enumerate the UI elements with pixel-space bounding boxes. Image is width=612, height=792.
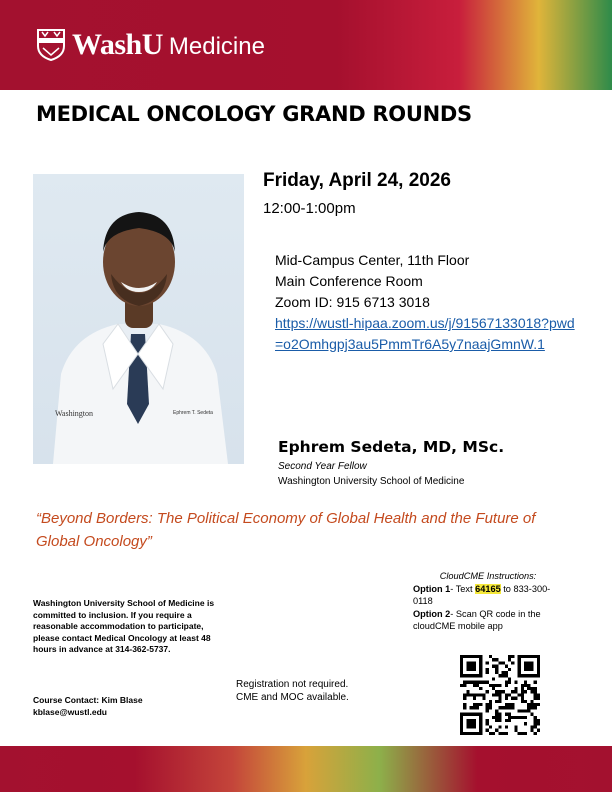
event-location-room: Main Conference Room <box>275 273 423 289</box>
speaker-name: Ephrem Sedeta, MD, MSc. <box>278 438 505 456</box>
cme-option-2-label: Option 2 <box>413 608 451 619</box>
cme-option-1-label: Option 1 <box>413 583 451 594</box>
inclusion-note: Washington University School of Medicine is committed to inclusion. If you require a reasonable accommodation to participate, please contact Medical Oncology at least 48 hours in advance at 314-362-5737. <box>33 598 215 654</box>
course-contact <box>33 695 223 718</box>
registration-line: Registration not required. <box>236 679 349 690</box>
cme-option-1-to: to 833-300-0118 <box>413 583 551 606</box>
qr-code-icon[interactable] <box>460 655 540 735</box>
speaker-school: Washington University School of Medicine <box>278 476 465 487</box>
cme-option-1 <box>413 583 563 608</box>
speaker-photo <box>33 174 244 464</box>
footer-band <box>0 746 612 792</box>
event-date: Friday, April 24, 2026 <box>263 170 451 191</box>
shield-icon <box>36 28 66 62</box>
cme-option-1-text: - Text <box>450 583 476 594</box>
registration-info <box>236 678 416 704</box>
event-time: 12:00-1:00pm <box>263 200 356 217</box>
zoom-link[interactable]: https://wustl-hipaa.zoom.us/j/91567133018?pwd=o2Omhgpj3au5PmmTr6A5y7naajGmnW.1 <box>275 315 575 352</box>
speaker-role: Second Year Fellow <box>278 461 367 472</box>
washu-medicine-logo <box>36 28 265 62</box>
event-location-building: Mid-Campus Center, 11th Floor <box>275 252 470 268</box>
cme-moc-line: CME and MOC available. <box>236 692 349 703</box>
cloudcme-instructions <box>413 570 563 633</box>
talk-title: “Beyond Borders: The Political Economy of Global Health and the Future of Global Oncology” <box>36 510 536 550</box>
speaker-portrait-image <box>33 174 244 464</box>
header-band <box>0 0 612 90</box>
course-contact-email[interactable]: kblase@wustl.edu <box>33 706 107 717</box>
cme-heading: CloudCME Instructions: <box>439 571 537 581</box>
cme-option-2 <box>413 608 563 633</box>
course-contact-name: Course Contact: Kim Blase <box>33 695 143 705</box>
coat-badge-text: Washington <box>55 409 94 418</box>
logo-washu-text: WashU <box>72 28 163 61</box>
logo-medicine-text: Medicine <box>168 33 265 60</box>
cme-code: 64165 <box>475 583 501 594</box>
coat-name-text: Ephrem T. Sedeta <box>173 410 213 416</box>
zoom-id: Zoom ID: 915 6713 3018 <box>275 294 430 310</box>
cme-option-2-text: - Scan QR code in the cloudCME mobile app <box>413 608 541 631</box>
page-title: MEDICAL ONCOLOGY GRAND ROUNDS <box>36 102 472 126</box>
